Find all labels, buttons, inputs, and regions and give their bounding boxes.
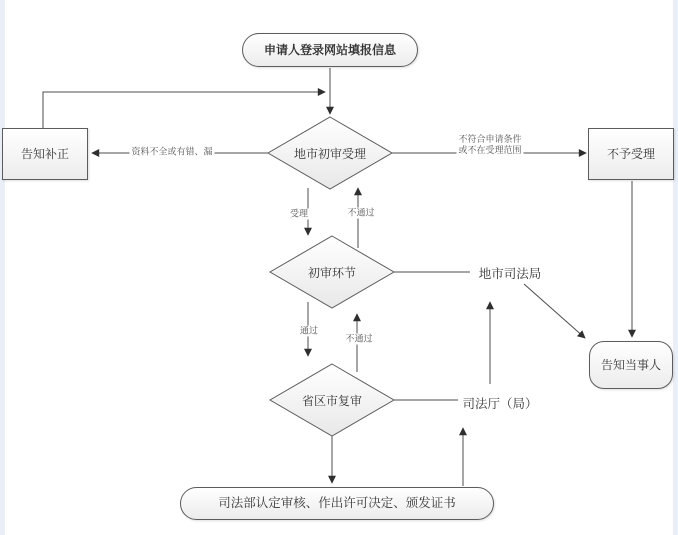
edge-label-accept: 受理 [289,208,309,219]
edge-label-incomplete: 资料不全或有错、漏 [131,146,213,157]
node-start-label: 申请人登录网站填报信息 [263,42,396,57]
node-justice-department: 司法厅（局） [460,394,539,412]
node-start [242,33,418,67]
node-city-initial-review-label: 地市初审受理 [293,146,366,161]
node-province-review-label: 省区市复审 [301,393,362,408]
edge-bureau-to-notify-party [524,284,585,338]
node-not-accepted-label: 不予受理 [606,146,655,161]
node-not-accepted [588,128,674,180]
node-notify-correction [2,128,88,180]
edge-label-reject-line1: 不符合申请条件 [458,134,522,144]
edge-label-pass: 通过 [299,325,319,336]
node-ministry-final [180,487,494,520]
edge-label-fail-2: 不通过 [345,333,373,344]
edge-label-reject-line2: 或不在受理范围 [458,145,522,155]
node-city-justice-bureau: 地市司法局 [477,264,544,282]
edge-label-reject [456,134,523,156]
diamond-city-initial-review [268,117,392,189]
edge-label-fail-1: 不通过 [347,207,375,218]
diamond-province-review [270,364,394,436]
node-initial-review-stage-label: 初审环节 [307,265,356,280]
node-notify-correction-label: 告知补正 [20,146,69,161]
edge-notify-correction-feedback [43,92,325,128]
node-ministry-final-label: 司法部认定审核、作出许可决定、颁发证书 [218,495,456,510]
diamond-initial-review-stage [270,236,394,308]
node-notify-party [589,341,673,389]
node-notify-party-label: 告知当事人 [600,357,661,372]
